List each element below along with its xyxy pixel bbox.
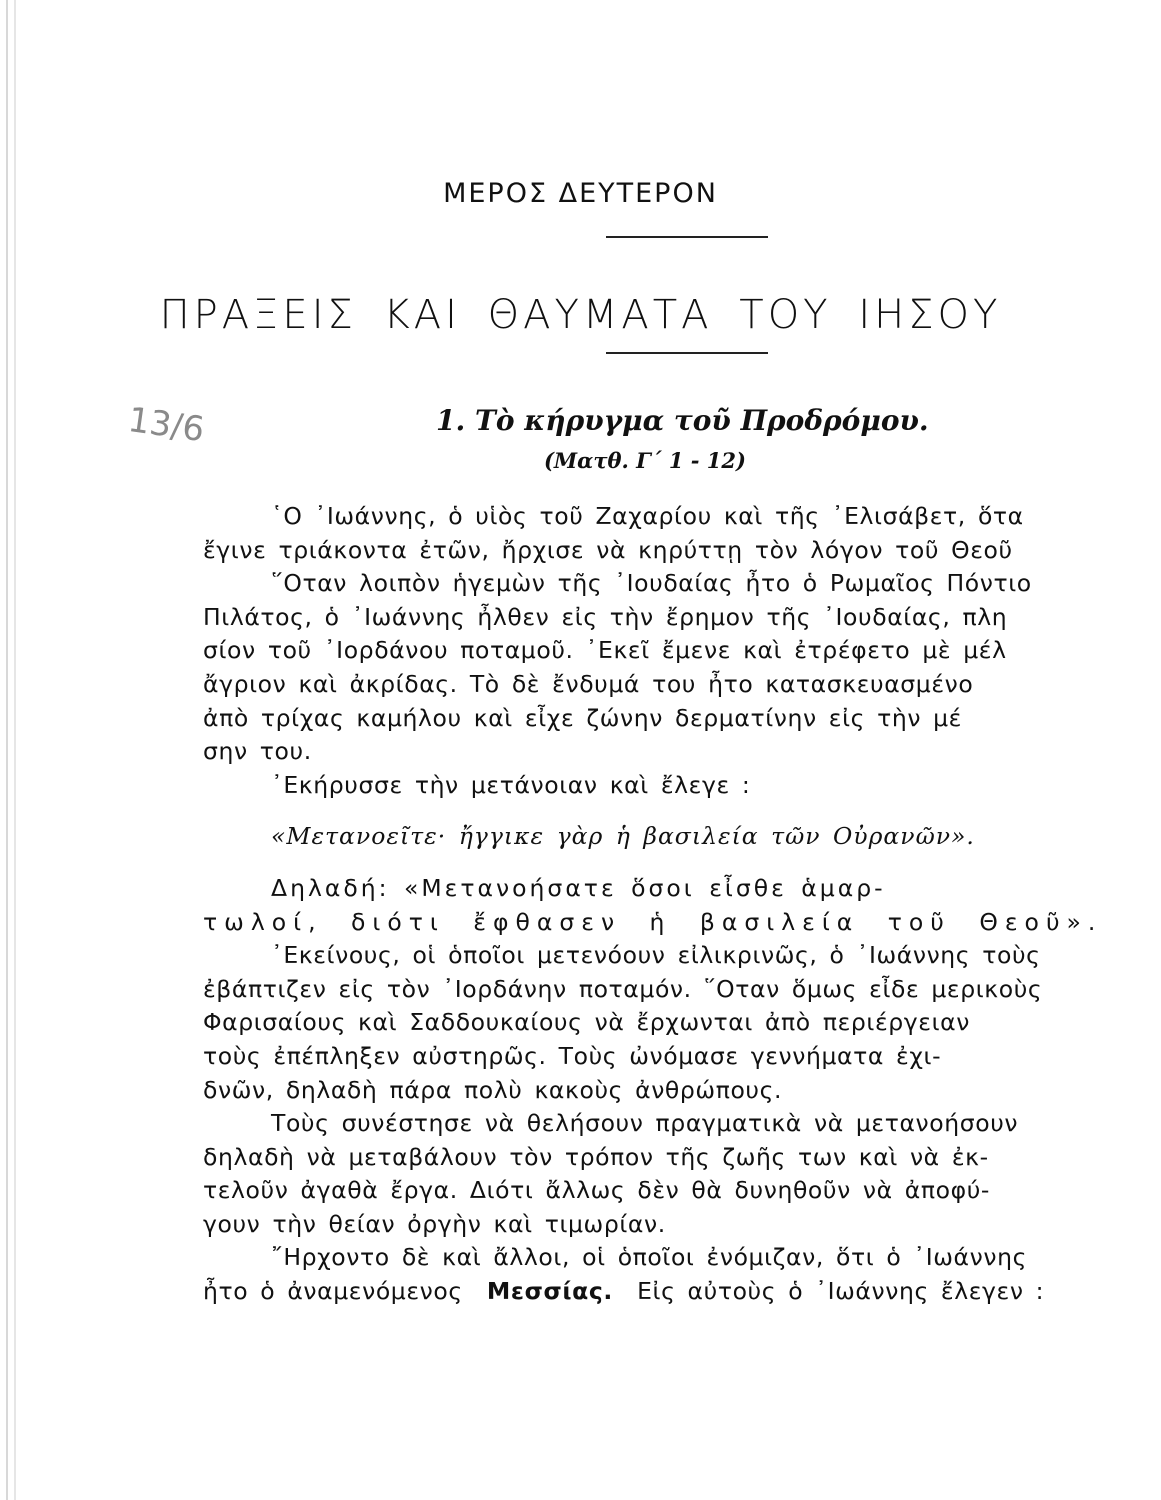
main-title: ΠΡΑΞΕΙΣ ΚΑΙ ΘΑΥΜΑΤΑ ΤΟΥ ΙΗΣΟΥ <box>159 292 1002 338</box>
text-line: ἔγινε τριάκοντα ἐτῶν, ἤρχισε νὰ κηρύττῃ τὸν λόγον τοῦ Θεοῦ <box>203 535 1013 564</box>
text-line: σίον τοῦ ᾿Ιορδάνου ποταμοῦ. ᾿Εκεῖ ἔμενε καὶ ἐτρέφετο μὲ μέλ <box>203 636 1007 665</box>
part-title: ΜΕΡΟΣ ΔΕΥΤΕΡΟΝ <box>443 178 718 209</box>
section-title: 1. Τὸ κήρυγμα τοῦ Προδρόμου. <box>436 404 929 437</box>
text-line: τωλοί, διότι ἔφθασεν ἡ βασιλεία τοῦ Θεοῦ». <box>203 907 1103 936</box>
text-line: σην του. <box>203 737 312 766</box>
page-edge-line <box>14 0 16 1500</box>
quote-line: «Μετανοεῖτε· ἤγγικε γὰρ ἡ βασιλεία τῶν Οὐρανῶν». <box>271 822 975 851</box>
text-line: τοὺς ἐπέπληξεν αὐστηρῶς. Τοὺς ὠνόμασε γεννήματα ἐχι- <box>203 1041 942 1070</box>
text-line: γουν τὴν θείαν ὀργὴν καὶ τιμωρίαν. <box>203 1209 666 1238</box>
text-line: δηλαδὴ νὰ μεταβάλουν τὸν τρόπον τῆς ζωῆς των καὶ νὰ ἐκ- <box>203 1142 989 1171</box>
text-segment: ἦτο ὁ ἀναμενόμενος <box>203 1277 463 1306</box>
text-line: ἄγριον καὶ ἀκρίδας. Τὸ δὲ ἔνδυμά του ἦτο κατασκευασμένο <box>203 669 974 698</box>
title-rule-top <box>606 236 768 238</box>
text-segment: Εἰς αὐτοὺς ὁ ᾿Ιωάννης ἔλεγεν : <box>637 1277 1045 1306</box>
text-line: τελοῦν ἀγαθὰ ἔργα. Διότι ἄλλως δὲν θὰ δυνηθοῦν νὰ ἀποφύ- <box>203 1176 990 1205</box>
page-edge-line <box>6 0 8 1500</box>
text-line: Πιλάτος, ὁ ᾿Ιωάννης ἦλθεν εἰς τὴν ἔρημον τῆς ᾿Ιουδαίας, πλη <box>203 602 1008 631</box>
text-line <box>203 1275 1161 1309</box>
text-line: δνῶν, δηλαδὴ πάρα πολὺ κακοὺς ἀνθρώπους. <box>203 1075 783 1104</box>
text-line: ἐβάπτιζεν εἰς τὸν ᾿Ιορδάνην ποταμόν. ῞Οταν ὅμως εἶδε μερικοὺς <box>203 974 1043 1003</box>
text-line: Δηλαδή: «Μετανοήσατε ὅσοι εἶσθε ἁμαρ- <box>271 873 886 902</box>
text-line: ἀπὸ τρίχας καμήλου καὶ εἶχε ζώνην δερματίνην εἰς τὴν μέ <box>203 703 962 732</box>
handwritten-margin-note: 13/6 <box>125 399 207 451</box>
emphasized-word: Μεσσίας. <box>486 1277 613 1306</box>
text-line: ῞Οταν λοιπὸν ἡγεμὼν τῆς ᾿Ιουδαίας ἦτο ὁ Ρωμαῖος Πόντιο <box>271 569 1032 598</box>
text-line: ᾿Εκείνους, οἱ ὁποῖοι μετενόουν εἰλικρινῶς, ὁ ᾿Ιωάννης τοὺς <box>271 941 1041 970</box>
text-line: ῎Ηρχοντο δὲ καὶ ἄλλοι, οἱ ὁποῖοι ἐνόμιζαν, ὅτι ὁ ᾿Ιωάννης <box>271 1243 1027 1272</box>
body-text <box>203 500 1161 1309</box>
text-line: Τοὺς συνέστησε νὰ θελήσουν πραγματικὰ νὰ μετανοήσουν <box>271 1109 1019 1138</box>
text-line: ῾Ο ᾿Ιωάννης, ὁ υἱὸς τοῦ Ζαχαρίου καὶ τῆς ᾿Ελισάβετ, ὅτα <box>271 502 1024 530</box>
text-line: Φαρισαίους καὶ Σαδδουκαίους νὰ ἔρχωνται ἀπὸ περιέργειαν <box>203 1008 970 1037</box>
section-reference: (Ματθ. Γ´ 1 - 12) <box>544 448 746 473</box>
title-rule-bottom <box>606 352 768 354</box>
text-line: ᾿Εκήρυσσε τὴν μετάνοιαν καὶ ἔλεγε : <box>271 770 751 799</box>
